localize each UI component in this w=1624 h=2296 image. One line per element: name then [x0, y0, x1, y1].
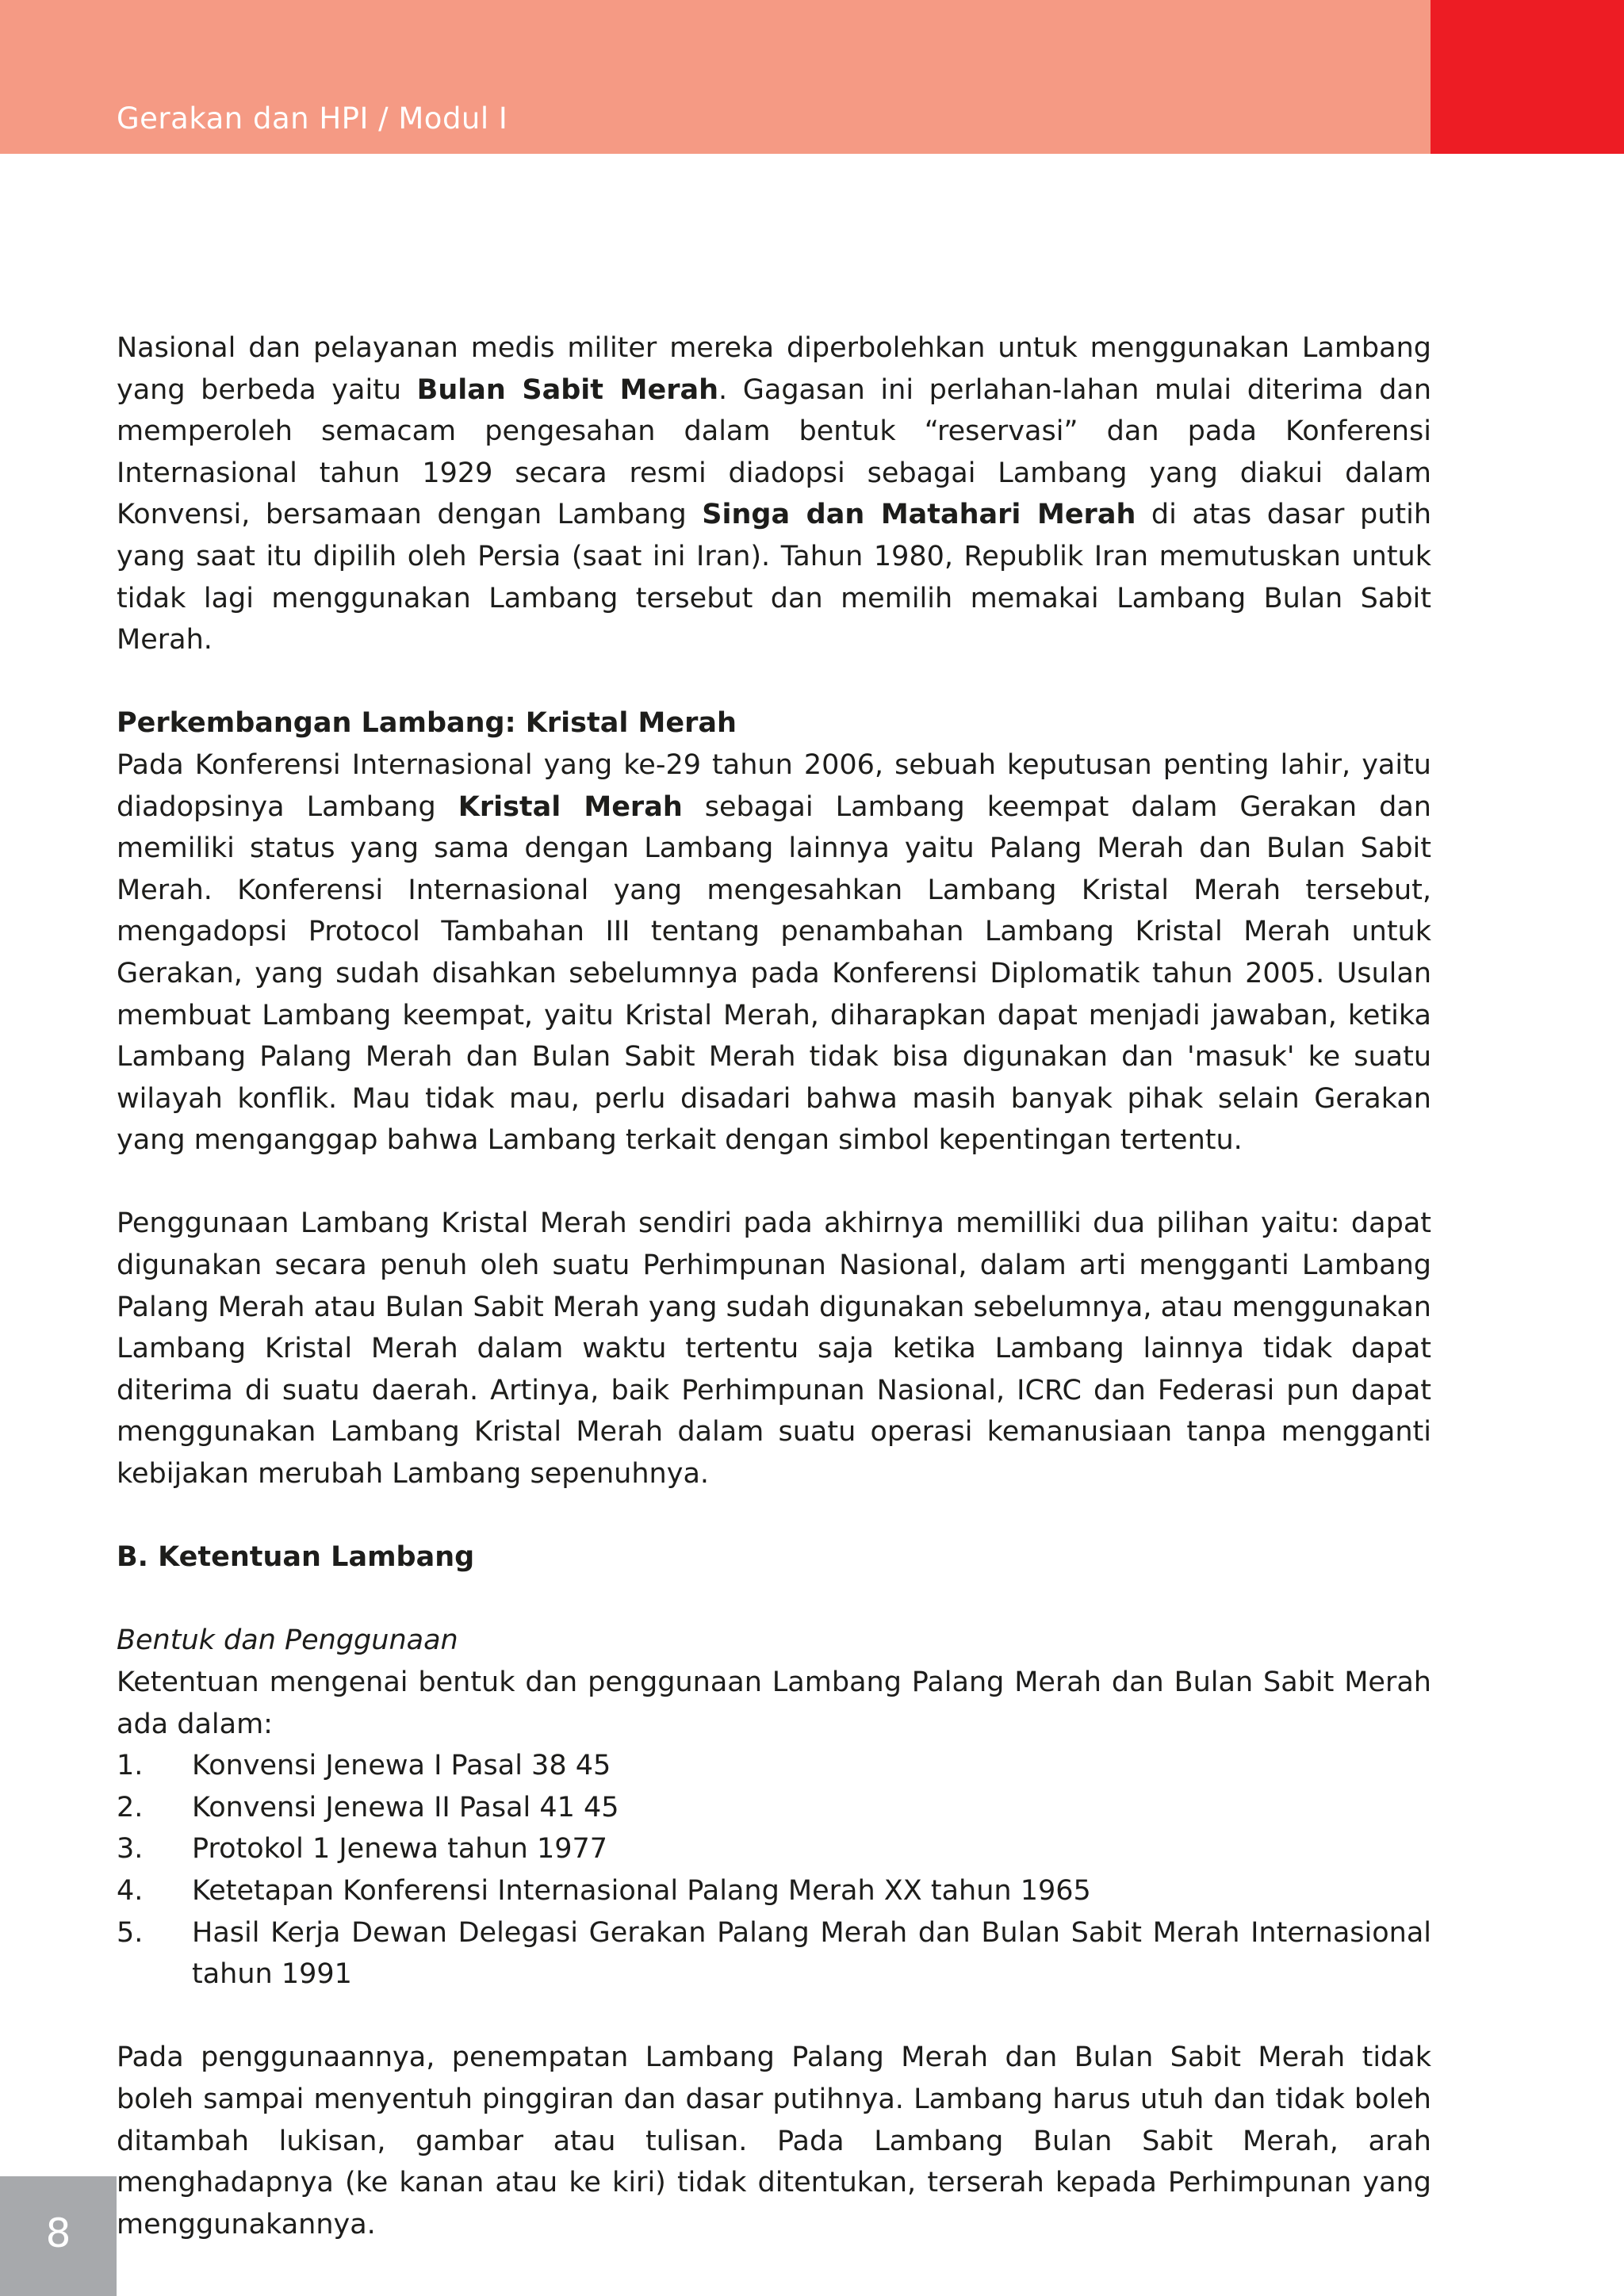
paragraph-penggunaan: Penggunaan Lambang Kristal Merah sendiri pada akhirnya memilliki dua pilihan yaitu: dapat digunakan secara penuh oleh suatu Perhimpunan Nasional, dalam arti mengganti Lambang Palang Merah atau Bulan Sabit Merah yang sudah digunakan sebelumnya, atau menggunakan Lambang Kristal Merah dalam waktu tertentu saja ketika Lambang lainnya tidak dapat diterima di suatu daerah. Artinya, baik Perhimpunan Nasional, ICRC dan Federasi pun dapat menggunakan Lambang Kristal Merah dalam suatu operasi kemanusiaan tanpa mengganti kebijakan merubah Lambang sepenuhnya.	[117, 1207, 1431, 1490]
paragraph-kristal-merah	[117, 744, 1431, 1161]
text-span: . Gagasan ini perlahan-lahan mulai diterima dan memperoleh semacam pengesahan dalam bentuk “reservasi” dan pada Konferensi Internasional tahun 1929 secara resmi diadopsi sebagai Lambang yang diakui dalam Konvensi, bersamaan dengan Lambang	[117, 373, 1432, 531]
section-heading-kristal-merah: Perkembangan Lambang: Kristal Merah	[117, 707, 737, 740]
list-number: 5.	[117, 1916, 144, 1949]
list-text: Konvensi Jenewa I Pasal 38 45	[192, 1750, 611, 1782]
list-item	[117, 1828, 1431, 1870]
text-span: Pada Konferensi Internasional yang ke-29 tahun 2006, sebuah keputusan penting lahir, yaitu diadopsinya Lambang	[117, 748, 1431, 823]
list-text: Konvensi Jenewa II Pasal 41 45	[192, 1791, 619, 1823]
list-number: 3.	[117, 1833, 144, 1866]
text-span: di atas dasar putih yang saat itu dipilih oleh Persia (saat ini Iran). Tahun 1980, Republik Iran memutuskan untuk tidak lagi menggunakan Lambang tersebut dan memilih memakai Lambang Bulan Sabit Merah.	[117, 499, 1432, 656]
list-text: Hasil Kerja Dewan Delegasi Gerakan Palang Merah dan Bulan Sabit Merah Internasional tahun 1991	[192, 1916, 1431, 1991]
list-text: Ketetapan Konferensi Internasional Palang Merah XX tahun 1965	[192, 1874, 1091, 1907]
list-item	[117, 1787, 1431, 1829]
bold-term-kristal-merah: Kristal Merah	[458, 790, 683, 823]
list-number: 4.	[117, 1874, 144, 1907]
paragraph-penempatan: Pada penggunaannya, penempatan Lambang Palang Merah dan Bulan Sabit Merah tidak boleh sampai menyentuh pinggiran dan dasar putihnya. Lambang harus utuh dan tidak boleh ditambah lukisan, gambar atau tulisan. Pada Lambang Bulan Sabit Merah, arah menghadapnya (ke kanan atau ke kiri) tidak ditentukan, terserah kepada Perhimpunan yang menggunakannya.	[117, 2042, 1431, 2241]
section-heading-ketentuan: B. Ketentuan Lambang	[117, 1541, 475, 1574]
running-header-title: Gerakan dan HPI / Modul I	[117, 101, 508, 136]
header-accent-block	[1431, 0, 1624, 154]
list-number: 1.	[117, 1750, 144, 1782]
paragraph-intro	[117, 327, 1431, 661]
list-text: Protokol 1 Jenewa tahun 1977	[192, 1833, 608, 1866]
page-content	[117, 327, 1431, 2245]
paragraph-ketentuan-intro: Ketentuan mengenai bentuk dan penggunaan Lambang Palang Merah dan Bulan Sabit Merah ada dalam:	[117, 1667, 1431, 1740]
text-span: Nasional dan pelayanan medis militer mereka diperbolehkan untuk menggunakan Lambang yang berbeda yaitu	[117, 332, 1431, 406]
list-item	[117, 1745, 1431, 1787]
bold-term-bulan-sabit-merah: Bulan Sabit Merah	[416, 373, 719, 406]
ketentuan-list	[117, 1745, 1431, 1996]
bold-term-singa-matahari-merah: Singa dan Matahari Merah	[702, 499, 1136, 531]
text-span: sebagai Lambang keempat dalam Gerakan dan memiliki status yang sama dengan Lambang lainnya yaitu Palang Merah dan Bulan Sabit Merah. Konferensi Internasional yang mengesahkan Lambang Kristal Merah tersebut, mengadopsi Protocol Tambahan III tentang penambahan Lambang Kristal Merah untuk Gerakan, yang sudah disahkan sebelumnya pada Konferensi Diplomatik tahun 2005. Usulan membuat Lambang keempat, yaitu Kristal Merah, diharapkan dapat menjadi jawaban, ketika Lambang Palang Merah dan Bulan Sabit Merah tidak bisa digunakan dan 'masuk' ke suatu wilayah konflik. Mau tidak mau, perlu disadari bahwa masih banyak pihak selain Gerakan yang menganggap bahwa Lambang terkait dengan simbol kepentingan tertentu.	[117, 790, 1431, 1157]
list-item	[117, 1912, 1431, 1996]
list-number: 2.	[117, 1791, 144, 1823]
page-number: 8	[45, 2210, 71, 2256]
list-item	[117, 1870, 1431, 1912]
subheading-bentuk: Bentuk dan Penggunaan	[117, 1624, 458, 1657]
